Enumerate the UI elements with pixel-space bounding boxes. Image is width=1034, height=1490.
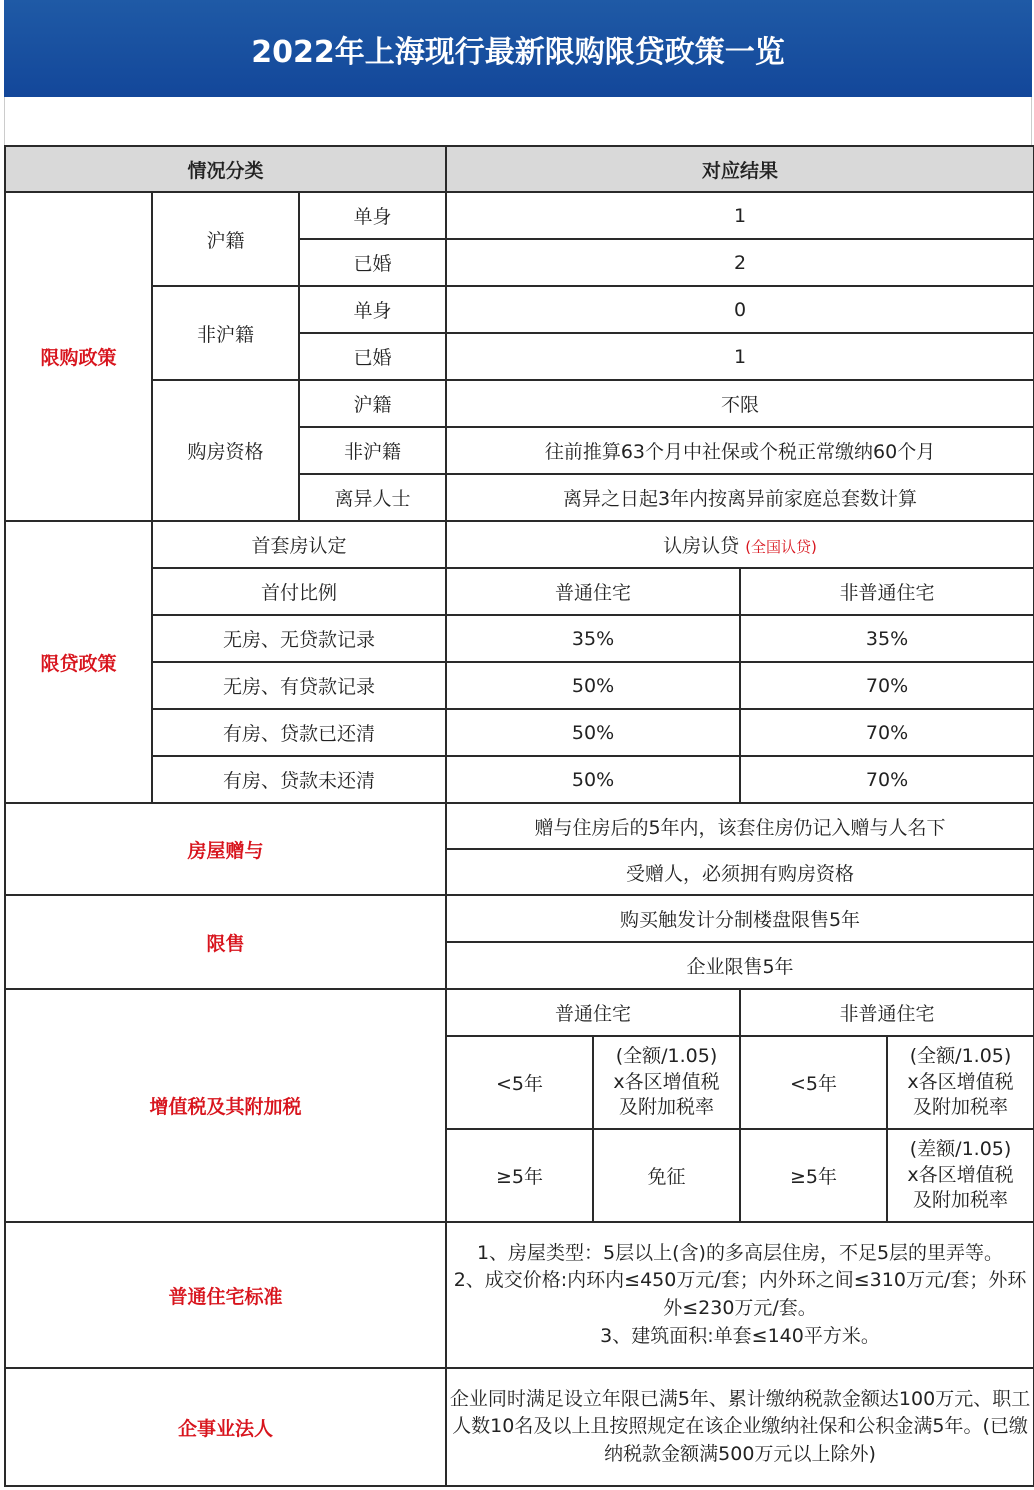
title-gap: [4, 97, 1032, 145]
table-row: [5, 895, 1034, 942]
title-bar: [4, 0, 1032, 97]
gift-line-2: 受赠人，必须拥有购房资格: [446, 849, 1034, 895]
value-qual-nonhu: 往前推算63个月中社保或个税正常缴纳60个月: [446, 427, 1034, 474]
first-home-text: 认房认贷: [663, 535, 740, 557]
table-row: [5, 662, 1034, 709]
vat-non-lt5-formula: [887, 1036, 1034, 1129]
category-gift: 房屋赠与: [5, 803, 446, 895]
loan-row-ordinary: 50%: [446, 662, 740, 709]
vat-non-ge5-formula: [887, 1129, 1034, 1222]
label-hu-married: 已婚: [299, 239, 446, 286]
label-qualification: 购房资格: [152, 380, 299, 521]
vat-ordinary-ge5-value: 免征: [593, 1129, 740, 1222]
formula-line: x各区增值税: [907, 1163, 1014, 1186]
label-qual-hu: 沪籍: [299, 380, 446, 427]
label-hu: 沪籍: [152, 192, 299, 286]
gift-line-1: 赠与住房后的5年内，该套住房仍记入赠与人名下: [446, 803, 1034, 849]
table-row: [5, 709, 1034, 756]
loan-row-non-ordinary: 70%: [740, 662, 1034, 709]
value-qual-hu: 不限: [446, 380, 1034, 427]
label-nonhu: 非沪籍: [152, 286, 299, 380]
first-home-note: (全国认贷): [745, 538, 817, 556]
value-hu-married: 2: [446, 239, 1034, 286]
formula-line: (全额/1.05): [909, 1045, 1012, 1068]
value-qual-divorced: 离异之日起3年内按离异前家庭总套数计算: [446, 474, 1034, 521]
table-row: [5, 989, 1034, 1036]
formula-line: x各区增值税: [907, 1070, 1014, 1093]
table-row: [5, 286, 1034, 333]
category-loan: 限贷政策: [5, 521, 152, 803]
label-hu-single: 单身: [299, 192, 446, 239]
category-corp: 企事业法人: [5, 1368, 446, 1486]
standard-line: 1、房屋类型：5层以上(含)的多高层住房，不足5层的里弄等。: [476, 1241, 1004, 1264]
vat-header-non-ordinary: 非普通住宅: [740, 989, 1034, 1036]
header-result: 对应结果: [446, 146, 1034, 192]
sale-line-1: 购买触发计分制楼盘限售5年: [446, 895, 1034, 942]
loan-row-label: 无房、有贷款记录: [152, 662, 446, 709]
header-loan-non-ordinary: 非普通住宅: [740, 568, 1034, 615]
value-nonhu-married: 1: [446, 333, 1034, 380]
table-row: [5, 521, 1034, 568]
table-row: [5, 803, 1034, 849]
value-nonhu-single: 0: [446, 286, 1034, 333]
label-nonhu-married: 已婚: [299, 333, 446, 380]
label-qual-divorced: 离异人士: [299, 474, 446, 521]
policy-table: [4, 145, 1034, 1487]
table-row: [5, 192, 1034, 239]
header-category: 情况分类: [5, 146, 446, 192]
header-row: [5, 146, 1034, 192]
category-sale: 限售: [5, 895, 446, 989]
loan-row-non-ordinary: 70%: [740, 756, 1034, 803]
value-first-home: [446, 521, 1034, 568]
table-row: [5, 568, 1034, 615]
formula-line: 及附加税率: [619, 1096, 715, 1119]
sale-line-2: 企业限售5年: [446, 942, 1034, 989]
category-vat: 增值税及其附加税: [5, 989, 446, 1222]
loan-row-ordinary: 50%: [446, 756, 740, 803]
category-standard: 普通住宅标准: [5, 1222, 446, 1368]
header-loan-ordinary: 普通住宅: [446, 568, 740, 615]
table-row: [5, 756, 1034, 803]
table-row: [5, 1222, 1034, 1368]
vat-ordinary-lt5-formula: [593, 1036, 740, 1129]
label-nonhu-single: 单身: [299, 286, 446, 333]
corp-content: 企业同时满足设立年限已满5年、累计缴纳税款金额达100万元、职工人数10名及以上且按照规定在该企业缴纳社保和公积金满5年。(已缴纳税款金额满500万元以上除外): [446, 1368, 1034, 1486]
label-down-payment: 首付比例: [152, 568, 446, 615]
vat-header-ordinary: 普通住宅: [446, 989, 740, 1036]
loan-row-non-ordinary: 70%: [740, 709, 1034, 756]
loan-row-label: 无房、无贷款记录: [152, 615, 446, 662]
vat-non-lt5: <5年: [740, 1036, 887, 1129]
table-row: [5, 615, 1034, 662]
formula-line: (差额/1.05): [909, 1138, 1012, 1161]
category-purchase: 限购政策: [5, 192, 152, 521]
formula-line: (全额/1.05): [615, 1045, 718, 1068]
value-hu-single: 1: [446, 192, 1034, 239]
table-row: [5, 1368, 1034, 1486]
vat-ordinary-lt5: <5年: [446, 1036, 593, 1129]
formula-line: x各区增值税: [613, 1070, 720, 1093]
loan-row-ordinary: 50%: [446, 709, 740, 756]
formula-line: 及附加税率: [913, 1096, 1009, 1119]
vat-ordinary-ge5: ≥5年: [446, 1129, 593, 1222]
page-title: 2022年上海现行最新限购限贷政策一览: [251, 34, 785, 70]
standard-line: 3、建筑面积:单套≤140平方米。: [600, 1324, 880, 1347]
label-qual-nonhu: 非沪籍: [299, 427, 446, 474]
loan-row-non-ordinary: 35%: [740, 615, 1034, 662]
loan-row-ordinary: 35%: [446, 615, 740, 662]
vat-non-ge5: ≥5年: [740, 1129, 887, 1222]
label-first-home: 首套房认定: [152, 521, 446, 568]
standard-content: [446, 1222, 1034, 1368]
formula-line: 及附加税率: [913, 1189, 1009, 1212]
loan-row-label: 有房、贷款未还清: [152, 756, 446, 803]
loan-row-label: 有房、贷款已还清: [152, 709, 446, 756]
standard-line: 2、成交价格:内环内≤450万元/套；内外环之间≤310万元/套；外环外≤230万元/套。: [453, 1269, 1027, 1319]
table-row: [5, 380, 1034, 427]
